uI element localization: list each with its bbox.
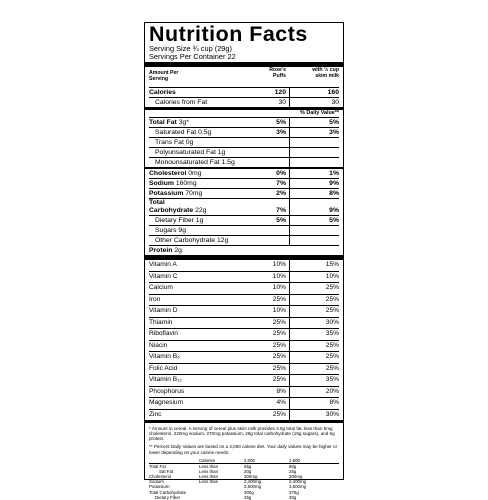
vitamin-dv1: 4% bbox=[276, 399, 286, 406]
nutrient-dv2: 5% bbox=[329, 118, 339, 126]
servings-per-container: Servings Per Container 22 bbox=[149, 52, 236, 61]
column-separator bbox=[289, 410, 290, 421]
nutrient-name: Monounsaturated Fat 1.5g bbox=[155, 158, 235, 166]
vitamin-dv2: 35% bbox=[325, 330, 339, 337]
dv-table-cell: Potassium bbox=[149, 484, 170, 490]
vitamin-row bbox=[149, 317, 339, 329]
footnote-percent-daily-value: ** Percent Daily Values are based on a 2,000 calorie diet. Your daily values may be higher or lower depending on your calorie needs: bbox=[149, 444, 338, 455]
nutrient-name: Protein bbox=[149, 247, 173, 254]
nutrient-row bbox=[149, 225, 339, 235]
nutrient-name: Potassium bbox=[149, 190, 184, 197]
vitamin-name: Magnesium bbox=[149, 399, 184, 406]
column-separator bbox=[289, 364, 290, 375]
vitamin-dv1: 10% bbox=[272, 307, 286, 314]
column-separator bbox=[289, 148, 290, 157]
nutrient-name: Total bbox=[149, 199, 165, 206]
vitamin-row bbox=[149, 340, 339, 352]
dv-table-cell: 300mg bbox=[289, 474, 303, 480]
vitamin-list bbox=[149, 260, 339, 420]
column1-header: Rose's Puffs bbox=[269, 67, 286, 79]
vitamin-row bbox=[149, 271, 339, 283]
vitamin-row bbox=[149, 328, 339, 340]
dv-table-cell: Dietary Fiber bbox=[155, 494, 181, 500]
vitamin-name: Vitamin D bbox=[149, 307, 178, 314]
dv-table-cell: Total Carbohydrate bbox=[149, 489, 187, 495]
vitamin-row bbox=[149, 305, 339, 317]
dv-table-cell: 30g bbox=[289, 494, 297, 500]
column-separator bbox=[289, 88, 290, 97]
vitamin-dv2: 25% bbox=[325, 284, 339, 291]
dv-table-cell: Calories bbox=[199, 457, 216, 463]
vitamin-dv2: 35% bbox=[325, 376, 339, 383]
column-separator bbox=[289, 179, 290, 188]
nutrient-dv1: 5% bbox=[276, 217, 286, 224]
vitamin-dv2: 30% bbox=[325, 410, 339, 418]
vitamin-dv1: 25% bbox=[272, 295, 286, 303]
dv-table-cell: 300mg bbox=[244, 474, 258, 480]
daily-value-header: % Daily Value** bbox=[300, 109, 339, 116]
nutrient-name: Polyunsaturated Fat 1g bbox=[155, 148, 226, 156]
nutrient-row bbox=[149, 245, 339, 255]
nutrient-name: Sugars 9g bbox=[155, 227, 186, 234]
column-separator bbox=[289, 283, 290, 294]
column-separator bbox=[289, 295, 290, 306]
nutrient-dv2: 3% bbox=[329, 128, 339, 136]
dv-table-cell: 25g bbox=[289, 468, 297, 474]
vitamin-row bbox=[149, 409, 339, 421]
vitamin-row bbox=[149, 363, 339, 375]
nutrient-row bbox=[149, 198, 339, 215]
vitamin-dv2: 25% bbox=[325, 341, 339, 349]
nutrient-dv1: 2% bbox=[276, 190, 286, 197]
nutrient-dv1: 5% bbox=[276, 118, 286, 126]
nutrient-name: Sodium bbox=[149, 180, 174, 187]
calories-fat-row bbox=[149, 97, 339, 107]
nutrient-row bbox=[149, 127, 339, 137]
nutrient-amount: 160mg bbox=[175, 180, 197, 187]
column-separator bbox=[289, 329, 290, 340]
nutrient-dv2: 8% bbox=[329, 190, 339, 197]
dv-table-cell: Cholesterol bbox=[149, 474, 172, 480]
vitamin-name: Calcium bbox=[149, 284, 173, 291]
nutrient-row bbox=[149, 215, 339, 225]
daily-values-table bbox=[149, 458, 339, 500]
nutrient-amount: 70mg bbox=[185, 190, 203, 197]
column-separator bbox=[289, 118, 290, 127]
vitamin-dv2: 25% bbox=[325, 307, 339, 314]
nutrient-name: Cholesterol bbox=[149, 170, 187, 177]
vitamin-name: Iron bbox=[149, 295, 161, 303]
vitamin-dv1: 8% bbox=[276, 387, 286, 395]
column-separator bbox=[289, 341, 290, 352]
nutrient-dv1: 0% bbox=[276, 170, 286, 177]
calories-value2: 160 bbox=[327, 89, 339, 96]
vitamin-dv2: 10% bbox=[325, 272, 339, 280]
nutrient-row bbox=[149, 157, 339, 167]
nutrient-dv2: 9% bbox=[329, 180, 339, 187]
vitamin-name: Vitamin B₆ bbox=[149, 353, 180, 360]
footnote-amount-in-cereal: * Amount in cereal. A serving of cereal plus skim milk provides 3.5g total fat, less than 5mg cholesterol, 220mg sodium, 270mg potassium, 28g total carbohydrate (15g sugars), and 6g protein. bbox=[149, 425, 335, 442]
vitamin-dv1: 25% bbox=[272, 376, 286, 383]
nutrient-name: Dietary Fiber 1g bbox=[155, 217, 204, 224]
column-separator bbox=[289, 199, 290, 215]
vitamin-dv2: 15% bbox=[325, 261, 339, 268]
nutrient-row bbox=[149, 188, 339, 198]
vitamin-dv2: 25% bbox=[325, 364, 339, 372]
column-separator bbox=[289, 260, 290, 271]
column-separator bbox=[289, 272, 290, 283]
nutrition-facts-label bbox=[144, 22, 344, 500]
dv-table-row bbox=[149, 495, 339, 500]
vitamin-name: Vitamin B₁₂ bbox=[149, 376, 182, 383]
column-separator bbox=[289, 138, 290, 147]
nutrient-amount: 0mg bbox=[188, 170, 202, 177]
vitamin-name: Phosphorus bbox=[149, 387, 185, 395]
nutrient-name-line2: Carbohydrate bbox=[149, 207, 194, 214]
dv-table-cell: 20g bbox=[244, 468, 252, 474]
vitamin-name: Thiamin bbox=[149, 318, 173, 326]
dv-table-cell: 375g bbox=[289, 489, 299, 495]
nutrient-dv1: 7% bbox=[276, 207, 286, 214]
vitamin-row bbox=[149, 351, 339, 363]
column-separator bbox=[289, 98, 290, 107]
vitamin-row bbox=[149, 397, 339, 409]
dv-table-cell: Total Fat bbox=[149, 463, 166, 469]
nutrient-row bbox=[149, 137, 339, 147]
dv-table-cell: 300g bbox=[244, 489, 254, 495]
nutrient-row bbox=[149, 169, 339, 178]
column-separator bbox=[289, 226, 290, 235]
vitamin-name: Riboflavin bbox=[149, 330, 178, 337]
calories-fat-value1: 30 bbox=[278, 99, 286, 106]
nutrient-dv2: 1% bbox=[329, 170, 339, 177]
vitamin-dv2: 8% bbox=[329, 399, 339, 406]
vitamin-row bbox=[149, 374, 339, 386]
nutrient-amount: 22g bbox=[195, 207, 207, 214]
nutrient-dv2: 5% bbox=[329, 217, 339, 224]
vitamin-name: Vitamin C bbox=[149, 272, 178, 280]
vitamin-dv1: 10% bbox=[272, 272, 286, 280]
column-separator bbox=[289, 189, 290, 198]
nutrient-dv1: 7% bbox=[276, 180, 286, 187]
dv-table-cell: Less than bbox=[199, 474, 219, 480]
nutrient-name: Total Fat bbox=[149, 118, 177, 126]
vitamin-dv1: 25% bbox=[272, 318, 286, 326]
calories-value1: 120 bbox=[274, 89, 286, 96]
column-separator bbox=[289, 306, 290, 317]
vitamin-dv1: 25% bbox=[272, 364, 286, 372]
column-separator bbox=[289, 398, 290, 409]
vitamin-dv1: 25% bbox=[272, 341, 286, 349]
column-separator bbox=[289, 236, 290, 245]
dv-table-cell: Less than bbox=[199, 463, 219, 469]
dv-table-cell: 2,400mg bbox=[244, 479, 262, 485]
dv-table-cell: 25g bbox=[244, 494, 252, 500]
column-separator bbox=[289, 375, 290, 386]
vitamin-dv1: 10% bbox=[272, 261, 286, 268]
vitamin-row bbox=[149, 282, 339, 294]
footnotes bbox=[149, 423, 339, 456]
vitamin-name: Vitamin A bbox=[149, 261, 177, 268]
calories-fat-label: Calories from Fat bbox=[155, 99, 208, 106]
column-separator bbox=[289, 318, 290, 329]
vitamin-name: Niacin bbox=[149, 341, 168, 349]
dv-table-cell: 2,500 bbox=[289, 457, 300, 463]
column2-header: with ½ cup skim milk bbox=[312, 67, 339, 79]
column-separator bbox=[289, 352, 290, 363]
nutrient-name: Other Carbohydrate 12g bbox=[155, 237, 229, 244]
dv-table-cell: 80g bbox=[289, 463, 297, 469]
nutrient-dv2: 9% bbox=[329, 207, 339, 214]
dv-table-cell: 65g bbox=[244, 463, 252, 469]
calories-fat-value2: 30 bbox=[331, 99, 339, 106]
calories-label: Calories bbox=[149, 89, 176, 96]
vitamin-dv2: 25% bbox=[325, 295, 339, 303]
nutrient-amount: 2g bbox=[174, 247, 182, 254]
dv-table-cell: 2,400mg bbox=[289, 479, 307, 485]
vitamin-dv2: 30% bbox=[325, 318, 339, 326]
amount-per-serving-label: Amount Per Serving bbox=[149, 70, 179, 82]
column-separator bbox=[289, 387, 290, 398]
label-title: Nutrition Facts bbox=[149, 23, 308, 46]
nutrient-row bbox=[149, 147, 339, 157]
nutrient-row bbox=[149, 235, 339, 245]
vitamin-dv1: 25% bbox=[272, 410, 286, 418]
dv-table-cell: Less than bbox=[199, 468, 219, 474]
column-separator bbox=[289, 128, 290, 137]
vitamin-dv2: 25% bbox=[325, 353, 339, 360]
column-separator bbox=[289, 158, 290, 167]
dv-table-cell: Sodium bbox=[149, 479, 164, 485]
nutrient-dv1: 3% bbox=[276, 128, 286, 136]
column-header bbox=[149, 67, 339, 87]
nutrient-name: Saturated Fat 0.5g bbox=[155, 128, 212, 136]
vitamin-name: Folic Acid bbox=[149, 364, 178, 372]
vitamin-dv1: 25% bbox=[272, 330, 286, 337]
vitamin-row bbox=[149, 386, 339, 398]
vitamin-dv1: 10% bbox=[272, 284, 286, 291]
serving-size: Serving Size ¾ cup (29g) bbox=[149, 44, 232, 53]
dv-table-cell: 3,500mg bbox=[289, 484, 307, 490]
vitamin-row bbox=[149, 294, 339, 306]
calories-row bbox=[149, 87, 339, 97]
vitamin-dv1: 25% bbox=[272, 353, 286, 360]
dv-table-cell: Sat Fat bbox=[159, 468, 174, 474]
dv-table-cell: 2,000 bbox=[244, 457, 255, 463]
nutrient-row bbox=[149, 117, 339, 127]
nutrient-name: Trans Fat 0g bbox=[155, 138, 194, 146]
vitamin-name: Zinc bbox=[149, 410, 162, 418]
nutrient-row bbox=[149, 178, 339, 188]
dv-table-cell: 3,500mg bbox=[244, 484, 262, 490]
column-separator bbox=[289, 216, 290, 225]
column-separator bbox=[289, 169, 290, 178]
vitamin-dv2: 20% bbox=[325, 387, 339, 395]
vitamin-row bbox=[149, 260, 339, 271]
nutrient-amount: 3g* bbox=[178, 118, 189, 126]
dv-table-cell: Less than bbox=[199, 479, 219, 485]
